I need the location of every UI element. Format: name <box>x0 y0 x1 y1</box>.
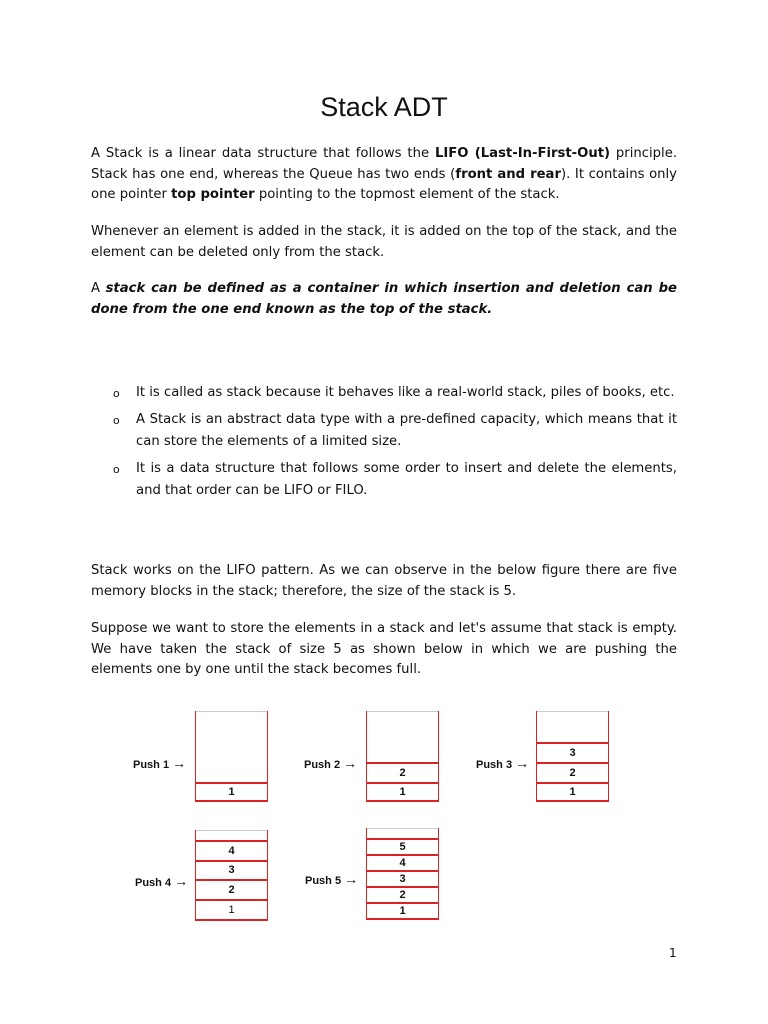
push-label-text: Push 2 <box>304 759 341 771</box>
page-number: 1 <box>669 946 677 960</box>
stack-cell: 1 <box>367 902 438 918</box>
stack-push-5 <box>366 828 439 920</box>
definition-text: A <box>91 281 106 296</box>
stack-push-4 <box>195 830 268 921</box>
stack-cell: 2 <box>537 762 608 782</box>
stack-cell: 2 <box>196 879 267 899</box>
push-label-text: Push 1 <box>133 759 170 771</box>
push-label-text: Push 5 <box>305 875 342 887</box>
stack-top-line <box>196 830 267 831</box>
stack-cell: 1 <box>537 782 608 800</box>
push-label-text: Push 3 <box>476 759 513 771</box>
bullet-text: It is called as stack because it behaves like a real-world stack, piles of books, etc. <box>136 385 675 400</box>
arrow-right-icon: → <box>515 755 530 771</box>
push-1-label <box>133 755 186 771</box>
bullet-text: A Stack is an abstract data type with a pre-defined capacity, which means that it can store the elements of a limited size. <box>136 411 677 449</box>
bullet-mark: o <box>113 413 120 427</box>
intro-bold-top-pointer: top pointer <box>171 187 255 202</box>
stack-push-1 <box>195 711 268 802</box>
stack-cell: 4 <box>196 840 267 860</box>
push-5-label <box>305 871 358 887</box>
arrow-right-icon: → <box>174 873 189 889</box>
stack-top-line <box>196 711 267 712</box>
stack-cell: 3 <box>196 860 267 879</box>
stack-cell: 1 <box>196 782 267 800</box>
lifo-pattern-paragraph: Stack works on the LIFO pattern. As we can observe in the below figure there are five memory blocks in the stack; therefore, the size of the stack is 5. <box>91 563 677 599</box>
intro-text-4: pointing to the topmost element of the stack. <box>254 187 560 202</box>
intro-text-2: principle. Stack has one end, whereas the Queue has two ends ( <box>91 146 678 182</box>
list-item <box>91 458 677 503</box>
intro-text-1: A Stack is a linear data structure that follows the <box>91 146 435 161</box>
push-3-label <box>476 755 529 771</box>
intro-bold-lifo: LIFO (Last-In-First-Out) <box>434 146 611 161</box>
bullet-text: It is a data structure that follows some order to insert and delete the elements, and that order can be LIFO or FILO. <box>136 460 677 498</box>
bullet-mark: o <box>113 387 120 400</box>
list-item <box>91 382 677 405</box>
stack-cell: 4 <box>367 854 438 870</box>
stack-cell: 1 <box>196 899 267 919</box>
stack-top-line <box>367 828 438 829</box>
definition-bold: stack can be defined as a container in which insertion and deletion can be done from the one end known as the top of the stack. <box>91 281 678 317</box>
bullet-list <box>91 382 677 507</box>
definition-paragraph <box>91 279 677 320</box>
stack-cell: 3 <box>367 870 438 886</box>
stack-top-line <box>367 711 438 712</box>
stack-push-2 <box>366 711 439 802</box>
push-2-label <box>304 755 357 771</box>
push-paragraph: Whenever an element is added in the stack, it is added on the top of the stack, and the element can be deleted only from the stack. <box>91 224 677 260</box>
stack-cell: 2 <box>367 886 438 902</box>
arrow-right-icon: → <box>172 755 187 771</box>
stack-cell: 2 <box>367 762 438 782</box>
push-4-label <box>135 873 188 889</box>
stack-cell: 1 <box>367 782 438 800</box>
stack-push-diagram <box>0 700 768 940</box>
suppose-paragraph: Suppose we want to store the elements in a stack and let's assume that stack is empty. We have taken the stack of size 5 as shown below in which we are pushing the elements one by one until the stack becomes full. <box>91 621 677 677</box>
intro-paragraph <box>91 144 677 206</box>
arrow-right-icon: → <box>343 755 358 771</box>
bullet-mark: o <box>113 462 120 476</box>
arrow-right-icon: → <box>344 871 359 887</box>
intro-text-3: ). It contains only one pointer <box>91 166 677 202</box>
push-label-text: Push 4 <box>135 877 172 889</box>
intro-bold-front-rear: front and rear <box>455 166 561 182</box>
page-title: Stack ADT <box>320 92 448 122</box>
stack-cell: 3 <box>537 742 608 762</box>
stack-push-3 <box>536 711 609 802</box>
stack-top-line <box>537 711 608 712</box>
stack-cell: 5 <box>367 838 438 854</box>
list-item <box>91 409 677 454</box>
